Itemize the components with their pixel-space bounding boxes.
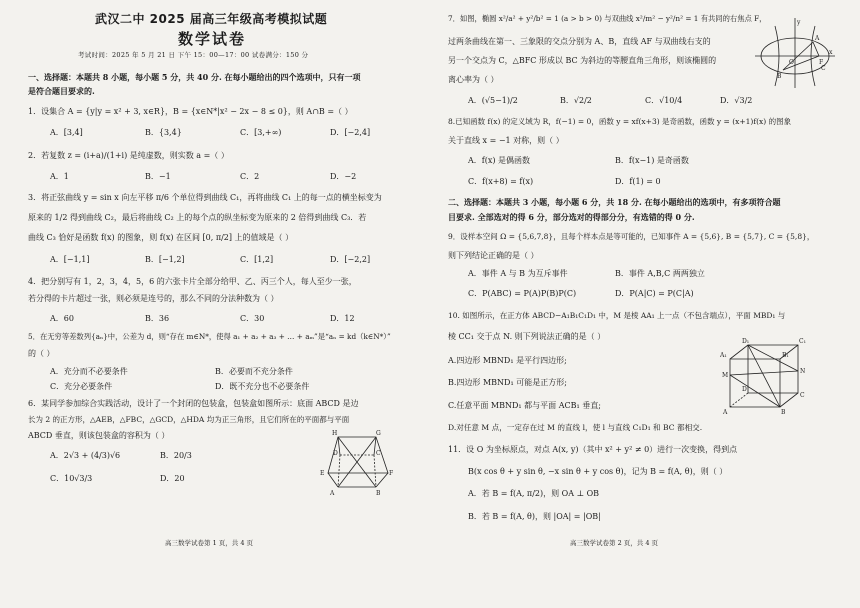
exam-meta: 考试时间：2025 年 5 月 21 日 下午 15：00—17：00 试卷满分：150 分: [78, 51, 309, 59]
fig7-label-a: A: [815, 35, 820, 42]
q1-option-b: B．{3,4}: [145, 128, 182, 137]
q6-option-c: C．10√3/3: [50, 474, 93, 483]
fig6-label-d: D: [333, 450, 338, 457]
fig7-label-x: x: [829, 49, 833, 56]
question-7-cont2: 另一个交点为 C，△BFC 形成以 BC 为斜边的等腰直角三角形，则该椭圆的: [448, 56, 717, 65]
fig6-label-h: H: [332, 430, 338, 437]
page-1-footer: 高三数学试卷第 1 页，共 4 页: [165, 539, 254, 547]
q7-option-a: A．(√5−1)/2: [468, 96, 518, 105]
package-box-figure: [318, 425, 396, 497]
fig6-label-a: A: [330, 490, 335, 497]
page-2-footer: 高三数学试卷第 2 页，共 4 页: [570, 539, 659, 547]
q9-option-c: C．P(ABC) = P(A)P(B)P(C): [468, 289, 577, 298]
question-9-cont: 则下列结论正确的是（ ）: [448, 251, 539, 260]
q5-option-b: B．必要而不充分条件: [215, 367, 293, 376]
fig7-label-b: B: [777, 73, 782, 80]
fig7-label-o: O: [789, 59, 794, 66]
q7-option-d: D．√3/2: [720, 96, 753, 105]
q8-option-a: A．f(x) 是偶函数: [468, 156, 531, 165]
q11-option-b: B．若 B = f(A, θ)，则 |OA| = |OB|: [468, 512, 601, 521]
question-2: 2．若复数 z = (i+a)/(1+i) 是纯虚数，则实数 a =（ ）: [28, 151, 229, 160]
question-4-cont: 若分得的卡片超过一张，则必须是连号的，那么不同的分法种数为（ ）: [28, 294, 279, 303]
q8-option-b: B．f(x−1) 是奇函数: [615, 156, 689, 165]
cube-figure: [720, 335, 815, 415]
q6-option-d: D．20: [160, 474, 185, 483]
fig7-label-f: F: [819, 59, 824, 66]
question-8-cont: 关于直线 x = −1 对称，则（ ）: [448, 136, 564, 145]
section2-heading: 二、选择题：本题共 3 小题，每小题 6 分，共 18 分. 在每小题给出的选项中，有多项符合题: [448, 197, 781, 207]
q9-option-b: B．事件 A,B,C 两两独立: [615, 269, 705, 278]
question-10-cont: 棱 CC₁ 交于点 N. 则下列说法正确的是（ ）: [448, 332, 606, 341]
q3-option-b: B．[−1,2]: [145, 255, 185, 264]
fig7-label-c: C: [821, 65, 826, 72]
q1-option-d: D．[−2,4]: [330, 128, 371, 137]
question-5: 5．在无穷等差数列{aₙ}中，公差为 d，则“存在 m∈N*，使得 a₁ + a₂ + a₃ + … + aₘ”是“aₙ = kd（k∈N*）”: [28, 332, 391, 341]
q1-option-a: A．[3,4]: [50, 128, 83, 137]
q2-option-d: D．−2: [330, 172, 357, 181]
fig10-label-n: N: [800, 368, 806, 375]
question-11: 11．设 O 为坐标原点，对点 A(x, y)（其中 x² + y² ≠ 0）进行一次变换，得到点: [448, 445, 738, 454]
fig10-label-b: B: [781, 409, 786, 415]
fig10-label-c: C: [800, 392, 805, 399]
q4-option-a: A．60: [50, 314, 74, 323]
fig10-label-m: M: [722, 372, 729, 379]
ellipse-hyperbola-figure: [755, 18, 835, 88]
question-4: 4．把分别写有 1，2，3，4，5，6 的六张卡片全部分给甲、乙、丙三个人，每人至少一张，: [28, 277, 357, 286]
q10-option-d: D.对任意 M 点，一定存在过 M 的直线 l，使 l 与直线 C₁D₁ 和 BC 都相交.: [448, 423, 703, 432]
section1-heading: 一、选择题：本题共 8 小题，每小题 5 分，共 40 分. 在每小题给出的四个选项中，只有一项: [28, 72, 361, 82]
q10-option-c: C.任意平面 MBND₁ 都与平面 ACB₁ 垂直;: [448, 401, 601, 410]
question-6: 6．某同学参加综合实践活动，设计了一个封闭的包装盒，包装盒如图所示：底面 ABCD 是边: [28, 399, 359, 408]
question-3-cont2: 曲线 C₃ 恰好是函数 f(x) 的图象，则 f(x) 在区间 [0, π/2] 上的值域是（ ）: [28, 233, 294, 242]
fig10-label-b1: B₁: [782, 352, 789, 359]
q4-option-d: D．12: [330, 314, 355, 323]
q2-option-a: A．1: [50, 172, 69, 181]
fig6-label-f: F: [389, 470, 394, 477]
question-7-cont: 过两条曲线在第一、三象限的交点分别为 A、B，直线 AF 与双曲线右支的: [448, 37, 711, 46]
question-6-cont2: ABCD 垂直，则该包装盒的容积为（ ）: [28, 431, 170, 440]
q4-option-c: C．30: [240, 314, 265, 323]
question-7: 7．如图，椭圆 x²/a² + y²/b² = 1 (a > b > 0) 与双曲线 x²/m² − y²/n² = 1 有共同的右焦点 F，: [448, 14, 767, 23]
question-5-cont: 的（ ）: [28, 349, 55, 358]
q6-option-a: A．2√3 + (4/3)√6: [50, 451, 121, 460]
subject-title: 数学试卷: [178, 30, 247, 48]
section2-heading-cont: 目要求. 全部选对的得 6 分，部分选对的得部分分，有选错的得 0 分.: [448, 212, 695, 222]
fig7-label-y: y: [797, 19, 801, 26]
q11-option-a: A．若 B = f(A, π/2)，则 OA ⊥ OB: [468, 489, 600, 498]
fig6-label-b: B: [376, 490, 381, 497]
fig10-label-d1: D₁: [742, 338, 750, 345]
question-6-cont: 长为 2 的正方形，△AEB，△FBC，△GCD，△HDA 均为正三角形，且它们所在的平面都与平面: [28, 415, 350, 424]
q8-option-d: D．f(1) = 0: [615, 177, 661, 186]
q8-option-c: C．f(x+8) = f(x): [468, 177, 534, 186]
q7-option-c: C．√10/4: [645, 96, 683, 105]
question-1: 1．设集合 A = {y|y = x² + 3, x∈R}，B = {x∈N*|x² − 2x − 8 ≤ 0}，则 A∩B =（ ）: [28, 107, 353, 116]
q7-option-b: B．√2/2: [560, 96, 592, 105]
q3-option-a: A．[−1,1]: [50, 255, 90, 264]
fig6-label-e: E: [320, 470, 325, 477]
exam-page-2: [430, 0, 860, 608]
q4-option-b: B．36: [145, 314, 170, 323]
question-10: 10. 如图所示，在正方体 ABCD−A₁B₁C₁D₁ 中，M 是棱 AA₁ 上一点（不包含端点），平面 MBD₁ 与: [448, 311, 786, 320]
q10-option-a: A.四边形 MBND₁ 是平行四边形;: [448, 356, 567, 365]
question-3: 3．将正弦曲线 y = sin x 向左平移 π/6 个单位得到曲线 C₁，再将曲线 C₁ 上的每一点的横坐标变为: [28, 193, 382, 202]
q10-option-b: B.四边形 MBND₁ 可能是正方形;: [448, 378, 567, 387]
question-3-cont: 原来的 1/2 得到曲线 C₂，最后将曲线 C₂ 上的每个点的纵坐标变为原来的 2 倍得到曲线 C₃．若: [28, 213, 367, 222]
fig10-label-a1: A₁: [720, 352, 727, 359]
fig6-label-c: C: [376, 450, 381, 457]
question-11-cont: B(x cos θ + y sin θ, −x sin θ + y cos θ)，记为 B = f(A, θ)，则（ ）: [468, 467, 728, 476]
question-8: 8.已知函数 f(x) 的定义域为 R，f(−1) = 0，函数 y = xf(x+3) 是奇函数，函数 y = (x+1)f(x) 的图象: [448, 117, 792, 126]
q9-option-a: A．事件 A 与 B 为互斥事件: [468, 269, 568, 278]
exam-header-title: 武汉二中 2025 届高三年级高考模拟试题: [95, 12, 328, 26]
q5-option-d: D．既不充分也不必要条件: [215, 382, 310, 391]
q1-option-c: C．[3,+∞): [240, 128, 282, 137]
section1-heading-cont: 是符合题目要求的.: [28, 86, 95, 96]
q5-option-a: A．充分而不必要条件: [50, 367, 128, 376]
fig10-label-d: D: [742, 386, 747, 393]
fig10-label-c1: C₁: [799, 338, 806, 345]
question-7-cont3: 离心率为（ ）: [448, 75, 499, 84]
q6-option-b: B．20/3: [160, 451, 192, 460]
fig6-label-g: G: [376, 430, 381, 437]
q3-option-c: C．[1,2]: [240, 255, 274, 264]
q2-option-b: B．−1: [145, 172, 171, 181]
q9-option-d: D．P(A|C) = P(C|A): [615, 289, 694, 298]
q5-option-c: C．充分必要条件: [50, 382, 113, 391]
question-9: 9．设样本空间 Ω = {5,6,7,8}，且每个样本点是等可能的，已知事件 A = {5,6}, B = {5,7}, C = {5,8}，: [448, 232, 815, 241]
q2-option-c: C．2: [240, 172, 260, 181]
fig10-label-a: A: [723, 409, 728, 415]
q3-option-d: D．[−2,2]: [330, 255, 371, 264]
